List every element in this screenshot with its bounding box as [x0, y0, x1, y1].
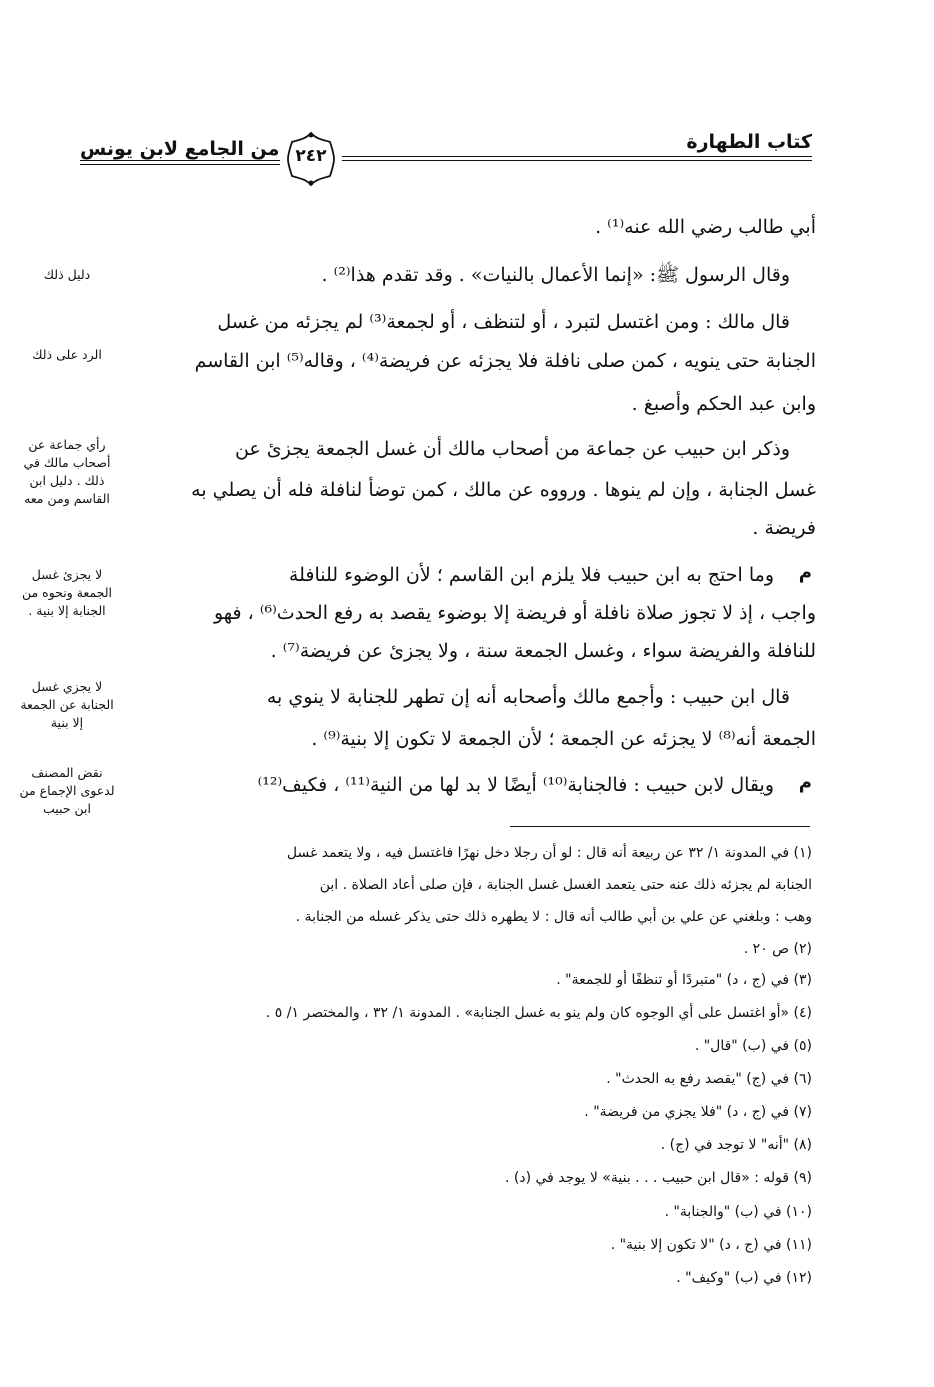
margin-note: دليل ذلك — [43, 267, 91, 282]
body-line: الجمعة أنه⁽⁸⁾ لا يجزئه عن الجمعة ؛ لأن الجمعة لا تكون إلا بنية⁽⁹⁾ . — [311, 728, 816, 750]
margin-note: لا يجزئ غسل الجمعة ونحوه من الجنابة إلا بنية . — [21, 567, 113, 618]
footnote-line: (٥) في (ب) "قال" . — [694, 1038, 812, 1054]
margin-note: الرد على ذلك — [32, 347, 102, 362]
chapter-title: كتاب الطهارة — [686, 131, 812, 153]
body-line: أبي طالب رضي الله عنه⁽¹⁾ . — [595, 216, 816, 238]
body-line: للنافلة والفريضة سواء ، وغسل الجمعة سنة ، ولا يجزئ عن فريضة⁽⁷⁾ . — [270, 640, 816, 662]
footnote-line: (٧) في (ج ، د) "فلا يجزي من فريضة" . — [584, 1104, 812, 1120]
margin-note: رأي جماعة عن أصحاب مالك في ذلك . دليل ابن القاسم ومن معه — [23, 437, 111, 506]
footnote-line: (١٠) في (ب) "والجنابة" . — [664, 1204, 812, 1220]
body-line: قال ابن حبيب : وأجمع مالك وأصحابه أنه إن تطهر للجنابة لا ينوي به — [266, 686, 790, 708]
book-title: من الجامع لابن يونس — [80, 138, 280, 160]
body-line: واجب ، إذ لا تجوز صلاة نافلة أو فريضة إلا بوضوء يقصد به رفع الحدث⁽⁶⁾ ، فهو — [213, 602, 816, 624]
header-rule-left-thin — [80, 164, 280, 165]
footnote-line: (٤) «أو اغتسل على أي الوجوه كان ولم ينو به غسل الجنابة» . المدونة ١/ ٣٢ ، والمختصر ١/ ٥ . — [265, 1005, 812, 1021]
footnote-separator — [510, 826, 810, 827]
body-line: وما احتج به ابن حبيب فلا يلزم ابن القاسم ؛ لأن الوضوء للنافلة — [288, 564, 774, 586]
footnote-line: (١٢) في (ب) "وكيف" . — [676, 1270, 812, 1286]
body-line: وقال الرسول ﷺ: «إنما الأعمال بالنيات» . وقد تقدم هذا⁽²⁾ . — [321, 264, 790, 286]
body-line: فريضة . — [752, 517, 816, 539]
footnote-line: (٢) ص ٢٠ . — [743, 941, 812, 957]
body-line: قال مالك : ومن اغتسل لتبرد ، أو لتنظف ، أو لجمعة⁽³⁾ لم يجزئه من غسل — [217, 311, 790, 333]
mim-mark: م — [798, 772, 812, 793]
header-rule-right — [342, 156, 812, 157]
footnote-line: (٨) "أنه" لا توجد في (ج) . — [660, 1137, 812, 1153]
header-rule-right-thin — [342, 160, 812, 161]
body-line: الجنابة حتى ينويه ، كمن صلى نافلة فلا يجزئه عن فريضة⁽⁴⁾ ، وقاله⁽⁵⁾ ابن القاسم — [194, 350, 816, 372]
body-line: وابن عبد الحكم وأصبغ . — [631, 393, 816, 415]
footnote-line: (٣) في (ج ، د) "متبردًا أو تنظفًا أو للجمعة" . — [556, 972, 812, 988]
body-line: غسل الجنابة ، وإن لم ينوها . ورووه عن مالك ، كمن توضأ لنافلة فله أن يصلي به — [191, 479, 816, 501]
page-number: ٢٤٢ — [295, 146, 327, 166]
footnote-line: (١) في المدونة ١/ ٣٢ عن ربيعة أنه قال : لو أن رجلا دخل نهرًا فاغتسل فيه ، ولا يتعمد غسل — [286, 845, 812, 861]
footnote-line: وهب : وبلغني عن علي بن أبي طالب أنه قال : لا يطهره ذلك حتى يذكر غسله من الجنابة . — [295, 909, 812, 925]
header-rule-left — [80, 160, 280, 161]
margin-note: نقض المصنف لدعوى الإجماع من ابن حبيب — [19, 765, 115, 816]
body-line: ويقال لابن حبيب : فالجنابة⁽¹⁰⁾ أيضًا لا بد لها من النية⁽¹¹⁾ ، فكيف⁽¹²⁾ — [257, 774, 774, 796]
footnote-line: (١١) في (ج ، د) "لا تكون إلا بنية" . — [610, 1237, 812, 1253]
mim-mark: م — [798, 562, 812, 583]
footnote-line: (٦) في (ج) "يقصد رفع به الحدث" . — [606, 1071, 812, 1087]
margin-note: لا يجزي غسل الجنابة عن الجمعة إلا بنية — [20, 679, 114, 730]
footnote-line: الجنابة لم يجزئه ذلك عنه حتى يتعمد الغسل غسل الجنابة ، فإن صلى أعاد الصلاة . ابن — [319, 877, 812, 893]
body-line: وذكر ابن حبيب عن جماعة من أصحاب مالك أن غسل الجمعة يجزئ عن — [234, 438, 790, 460]
footnote-line: (٩) قوله : «قال ابن حبيب . . . بنية» لا يوجد في (د) . — [504, 1170, 812, 1186]
